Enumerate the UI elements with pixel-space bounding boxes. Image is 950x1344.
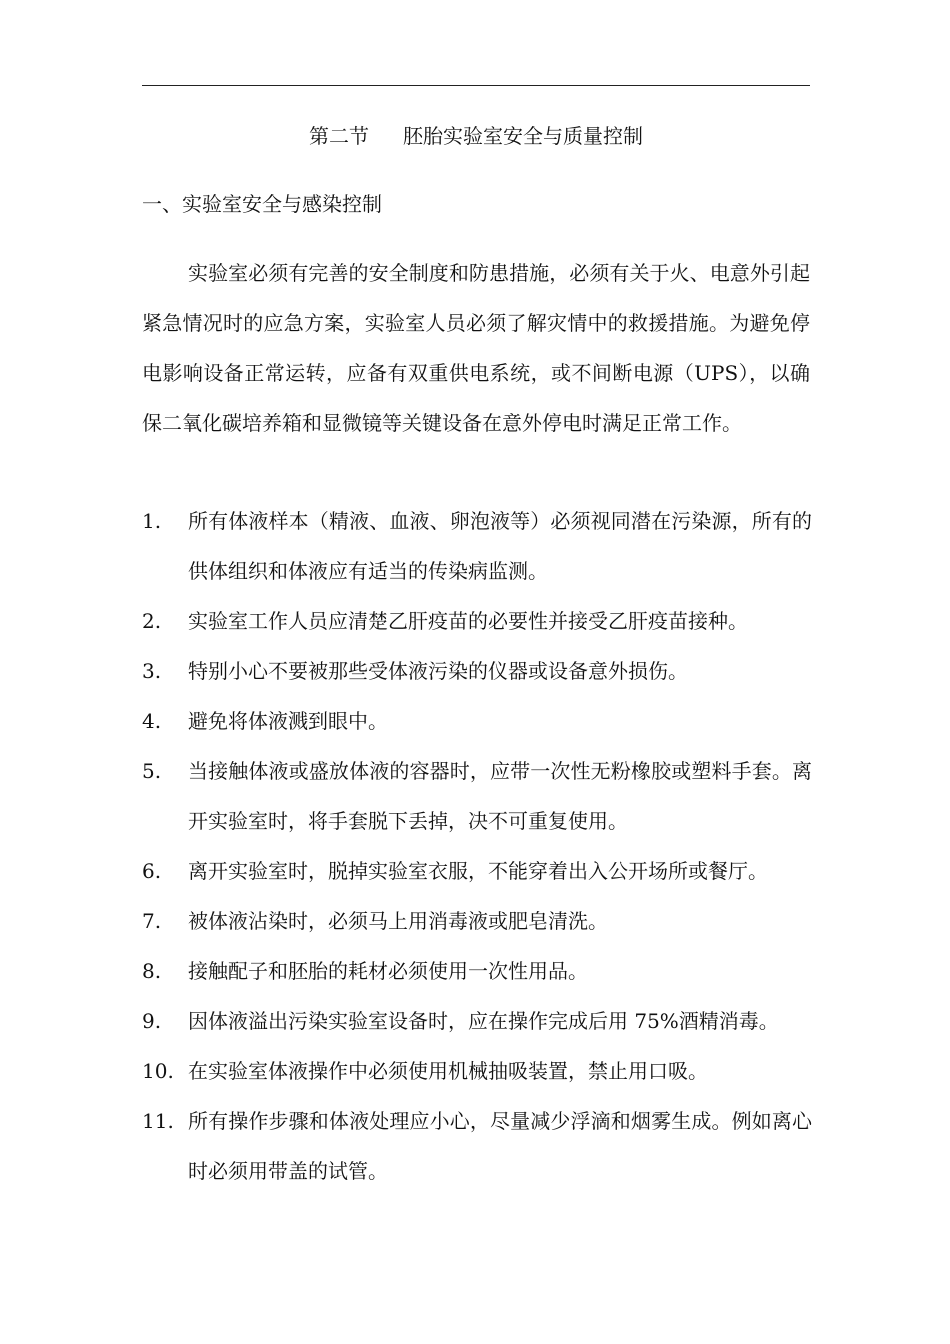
list-item-text: 离开实验室时，脱掉实验室衣服，不能穿着出入公开场所或餐厅。: [188, 859, 768, 883]
list-item-text: 接触配子和胚胎的耗材必须使用一次性用品。: [188, 959, 588, 983]
list-item-text: 所有操作步骤和体液处理应小心，尽量减少浮滴和烟雾生成。例如离心时必须用带盖的试管。: [188, 1109, 812, 1183]
list-item: [142, 596, 822, 646]
list-item: [142, 746, 822, 846]
list-item: [142, 946, 822, 996]
list-item: [142, 496, 822, 596]
list-item-text: 被体液沾染时，必须马上用消毒液或肥皂清洗。: [188, 909, 608, 933]
list-item-number: 1.: [142, 509, 162, 533]
intro-paragraph: 实验室必须有完善的安全制度和防患措施，必须有关于火、电意外引起紧急情况时的应急方案，实验室人员必须了解灾情中的救援措施。为避免停电影响设备正常运转，应备有双重供电系统，或不间断电源（UPS），以确保二氧化碳培养箱和显微镜等关键设备在意外停电时满足正常工作。: [142, 261, 810, 435]
list-item-number: 2.: [142, 609, 162, 633]
list-item-number: 11.: [142, 1109, 174, 1133]
list-item: [142, 696, 822, 746]
list-item-text: 在实验室体液操作中必须使用机械抽吸装置，禁止用口吸。: [188, 1059, 708, 1083]
list-item: [142, 896, 822, 946]
list-item-text: 因体液溢出污染实验室设备时，应在操作完成后用 75%酒精消毒。: [188, 1009, 779, 1033]
list-item-number: 8.: [142, 959, 162, 983]
list-item-text: 实验室工作人员应清楚乙肝疫苗的必要性并接受乙肝疫苗接种。: [188, 609, 748, 633]
list-item: [142, 846, 822, 896]
list-item-text: 所有体液样本（精液、血液、卵泡液等）必须视同潜在污染源，所有的供体组织和体液应有适当的传染病监测。: [188, 509, 812, 583]
section-title: [142, 120, 810, 152]
list-item-number: 10.: [142, 1059, 174, 1083]
safety-rules-list: [142, 496, 822, 1196]
list-item: [142, 646, 822, 696]
list-item-number: 3.: [142, 659, 162, 683]
list-item-number: 5.: [142, 759, 162, 783]
section-number: 第二节: [309, 124, 369, 148]
subheading: 一、实验室安全与感染控制: [142, 192, 382, 216]
list-item-text: 特别小心不要被那些受体液污染的仪器或设备意外损伤。: [188, 659, 688, 683]
list-item-number: 9.: [142, 1009, 162, 1033]
list-item: [142, 1096, 822, 1196]
list-item: [142, 996, 822, 1046]
list-item-number: 4.: [142, 709, 162, 733]
header-rule: [142, 85, 810, 86]
list-item-number: 7.: [142, 909, 162, 933]
section-title-text: 胚胎实验室安全与质量控制: [403, 124, 643, 148]
list-item-text: 当接触体液或盛放体液的容器时，应带一次性无粉橡胶或塑料手套。离开实验室时，将手套脱下丢掉，决不可重复使用。: [188, 759, 812, 833]
list-item: [142, 1046, 822, 1096]
list-item-number: 6.: [142, 859, 162, 883]
list-item-text: 避免将体液溅到眼中。: [188, 709, 388, 733]
